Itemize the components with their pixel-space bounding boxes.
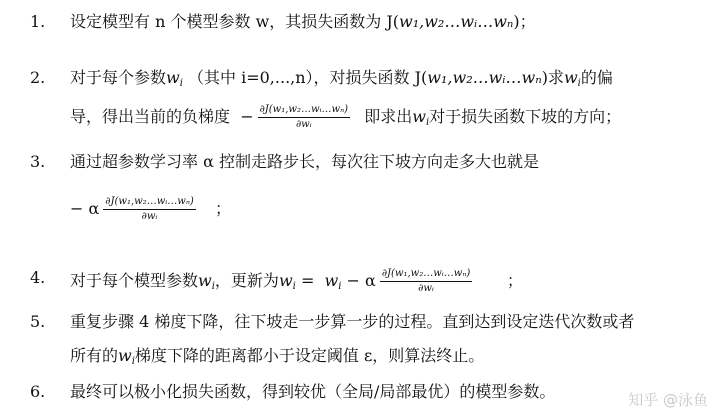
loss-args: w₁,w₂…wᵢ…wₙ: [427, 68, 542, 87]
step-number: 3.: [30, 152, 46, 171]
document-page: 1. 设定模型有 n 个模型参数 w，其损失函数为 J(w₁,w₂…wᵢ…wₙ)； 2. 对于每个参数$w_i$ （其中 i=0,...,n），对损失函数 J(w₁,w₂…wᵢ…wₙ)求$w_i$的偏 导，得出当前的负梯度 − $\frac{\text{∂J(w₁,w₂…wᵢ…wₙ)}}{\text{∂wᵢ}}$ 即求出$w_i$对于损失函数下坡的方向； 3. 通过超参数学习率 α 控制走路步长，每次往下坡方向走多大也就是 − α $\frac{\text{∂J(w₁,w₂…wᵢ…wₙ)}}{\text{∂wᵢ}}$ ； 4. 对于每个模型参数$w_i$，更新为$w_i = w_i - \alpha$ $\frac{\text{∂J(w₁,w₂…wᵢ…wₙ)}}{\text{∂wᵢ}}$ ； 5. 重复步骤 4 梯度下降，往下坡走一步算一步的过程。直到达到设定迭代次数或者 所有的$w_i$梯度下降的距离都小于设定阈值 ε，则算法终止。 6. 最终可以极小化损失函数，得到较优（全局/局部最优）的模型参数。 知乎 @泳鱼: [30, 12, 708, 409]
step-text: 设定模型有 n 个模型参数 w，其损失函数为 J(: [70, 12, 400, 31]
step-number: 2.: [30, 68, 46, 87]
gradient-fraction: $\frac{\text{∂J(w₁,w₂…wᵢ…wₙ)}}{\text{∂wᵢ}}$: [105, 196, 194, 222]
step-number: 4.: [30, 268, 46, 287]
step-number: 1.: [30, 12, 46, 31]
step-number: 6.: [30, 382, 46, 401]
loss-args: w₁,w₂…wᵢ…wₙ: [399, 12, 514, 31]
gradient-fraction: $\frac{\text{∂J(w₁,w₂…wᵢ…wₙ)}}{\text{∂wᵢ}}$: [259, 104, 349, 130]
watermark: 知乎 @泳鱼: [628, 391, 708, 409]
gradient-fraction: $\frac{\text{∂J(w₁,w₂…wᵢ…wₙ)}}{\text{∂wᵢ}}$: [381, 268, 471, 294]
param-w: $w_i$: [166, 68, 183, 89]
step-number: 5.: [30, 312, 46, 331]
